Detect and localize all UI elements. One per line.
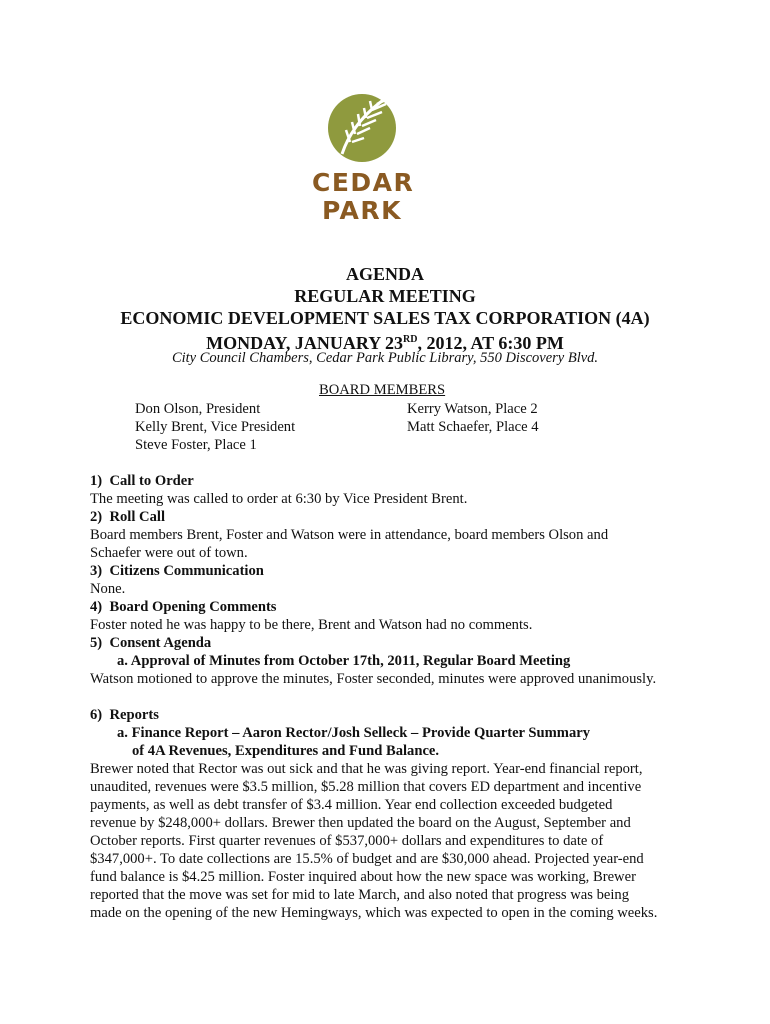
board-member: Steve Foster, Place 1 xyxy=(135,437,257,453)
cedar-leaf-emblem-icon xyxy=(312,88,412,168)
item-2-text: Board members Brent, Foster and Watson were in attendance, board members Olson and xyxy=(90,527,609,543)
item-6-paragraph xyxy=(90,760,657,922)
item-6-heading: 6) Reports xyxy=(90,707,159,723)
board-member: Kelly Brent, Vice President xyxy=(135,419,296,435)
item-4-text: Foster noted he was happy to be there, Brent and Watson had no comments. xyxy=(90,617,533,633)
logo-text-park: PARK xyxy=(322,196,402,225)
header-date-time: , 2012, AT 6:30 PM xyxy=(417,333,564,353)
item-2-heading: 2) Roll Call xyxy=(90,509,165,525)
header-date-main: MONDAY, JANUARY 23 xyxy=(206,333,404,353)
logo-text-cedar: CEDAR xyxy=(312,168,415,197)
header-date-sup: RD xyxy=(403,334,418,345)
paragraph-line: fund balance is $4.25 million. Foster inquired about how the new space was working, Brewer xyxy=(90,869,636,885)
paragraph-line: payments, as well as debt transfer of $3.4 million. Year end collection exceeded budgeted xyxy=(90,797,613,813)
board-member: Kerry Watson, Place 2 xyxy=(407,401,538,417)
paragraph-line: Brewer noted that Rector was out sick and that he was giving report. Year-end financial report, xyxy=(90,761,643,777)
board-member: Matt Schaefer, Place 4 xyxy=(407,419,539,435)
item-2-text: Schaefer were out of town. xyxy=(90,545,248,561)
paragraph-line: made on the opening of the new Hemingways, which was expected to open in the coming weeks. xyxy=(90,905,658,921)
paragraph-line: reported that the move was set for mid to late March, and also noted that progress was being xyxy=(90,887,630,903)
item-5-text: Watson motioned to approve the minutes, Foster seconded, minutes were approved unanimously. xyxy=(90,671,657,687)
item-6-subheading: a. Finance Report – Aaron Rector/Josh Selleck – Provide Quarter Summary xyxy=(117,725,591,741)
paragraph-line: $347,000+. To date collections are 15.5% of budget and are $30,000 ahead. Projected year-end xyxy=(90,851,644,867)
item-5-heading: 5) Consent Agenda xyxy=(90,635,212,651)
item-5-subheading: a. Approval of Minutes from October 17th, 2011, Regular Board Meeting xyxy=(117,653,571,669)
item-1-text: The meeting was called to order at 6:30 by Vice President Brent. xyxy=(90,491,468,507)
header-regular-meeting: REGULAR MEETING xyxy=(294,286,476,306)
board-left-column xyxy=(135,400,295,454)
paragraph-line: revenue by $248,000+ dollars. Brewer then updated the board on the August, September and xyxy=(90,815,631,831)
cedar-park-logo xyxy=(312,88,415,228)
header-corporation: ECONOMIC DEVELOPMENT SALES TAX CORPORATION (4A) xyxy=(120,308,650,328)
meeting-location: City Council Chambers, Cedar Park Public Library, 550 Discovery Blvd. xyxy=(171,350,599,366)
board-right-column xyxy=(407,400,539,436)
board-member: Don Olson, President xyxy=(135,401,261,417)
item-6-subheading-cont: of 4A Revenues, Expenditures and Fund Balance. xyxy=(132,743,440,759)
paragraph-line: October reports. First quarter revenues of $537,000+ dollars and expenditures to date of xyxy=(90,833,604,849)
item-1-heading: 1) Call to Order xyxy=(90,473,194,489)
paragraph-line: unaudited, revenues were $3.5 million, $5.28 million that covers ED department and incentive xyxy=(90,779,642,795)
item-3-heading: 3) Citizens Communication xyxy=(90,563,264,579)
header-agenda: AGENDA xyxy=(345,264,424,284)
item-3-text: None. xyxy=(90,581,126,597)
board-members-heading: BOARD MEMBERS xyxy=(319,382,446,398)
item-4-heading: 4) Board Opening Comments xyxy=(90,599,277,615)
